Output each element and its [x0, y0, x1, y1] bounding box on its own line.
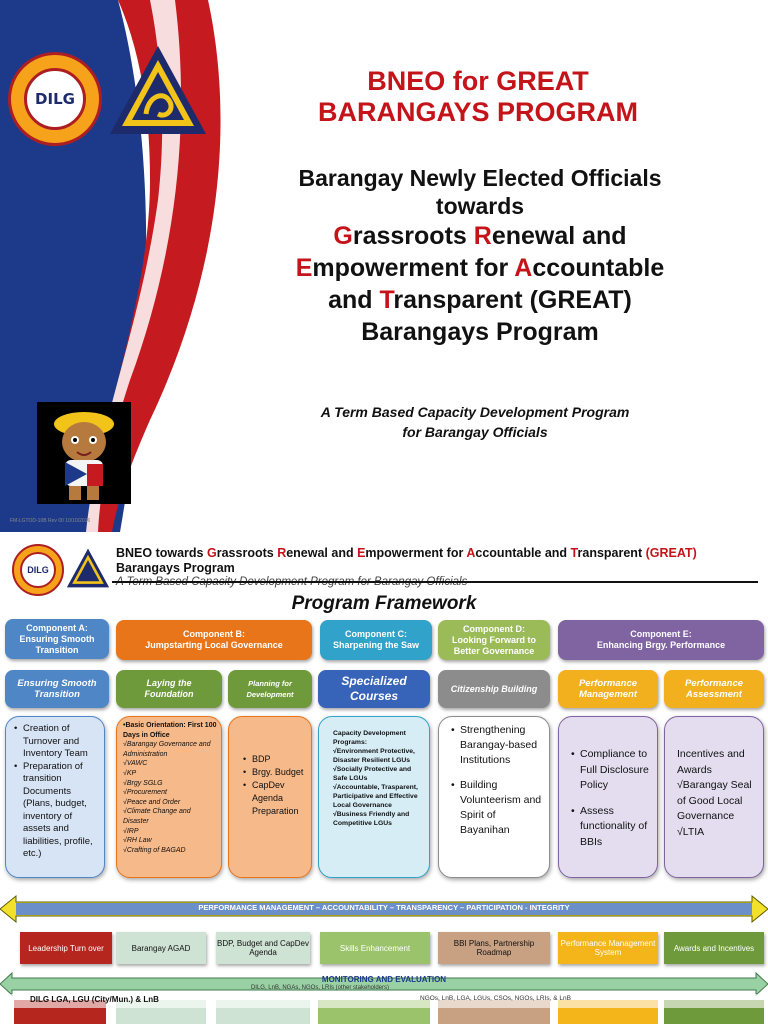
- acronym-text: ransparent (GREAT): [393, 286, 632, 314]
- process-step: Leadership Turn over: [20, 932, 112, 964]
- form-code: FM-LGTOD-10B Rev 00 10/10/2016: [10, 518, 91, 524]
- slide-title: [228, 66, 728, 128]
- tagline-line: A Term Based Capacity Development Program: [320, 404, 630, 420]
- detail-box-component-d: [438, 716, 550, 878]
- program-subtitle: [210, 164, 750, 220]
- component-label: Jumpstarting Local Governance: [145, 640, 283, 650]
- title-line: BNEO for GREAT: [367, 66, 589, 96]
- subcomponent-box: [116, 670, 222, 708]
- detail-heading: Incentives and Awards: [677, 748, 745, 776]
- acronym-text: ccountable: [532, 254, 665, 282]
- detail-item: √Accountable, Trasparent, Participative and Effective Local Governance: [333, 784, 418, 809]
- detail-item: √Socially Protective and Safe LGUs: [333, 766, 412, 782]
- detail-item: √KP: [123, 769, 137, 777]
- stakeholders-left: DILG LGA, LGU (City/Mun.) & LnB: [30, 995, 159, 1004]
- acronym-text: rassroots: [352, 222, 474, 250]
- detail-item: √Peace and Order: [123, 798, 181, 806]
- acronym-text: enewal and: [491, 222, 627, 250]
- process-step: BBI Plans, Partnership Roadmap: [438, 932, 550, 964]
- detail-item: • Strengthening Barangay-based Institutions: [451, 723, 545, 768]
- subtitle-line: towards: [435, 193, 525, 219]
- acronym-initial: G: [207, 546, 217, 560]
- component-box: [116, 620, 312, 660]
- detail-box-performance-management: [558, 716, 658, 878]
- acronym-text: and: [328, 286, 380, 314]
- subcomponent-box: [228, 670, 312, 708]
- component-label: Enhancing Brgy. Performance: [596, 640, 726, 650]
- detail-item: • Preparation of transition Documents (Plans, budget, inventory of assets and liabilities, profile, etc.): [14, 761, 100, 861]
- process-step: Performance Management System: [558, 932, 658, 964]
- detail-item: √Procurement: [123, 789, 167, 797]
- dilg-seal-logo: [8, 52, 102, 146]
- header-text: BNEO towards: [116, 546, 207, 560]
- detail-item: √RH Law: [123, 837, 152, 845]
- acronym-initial: A: [514, 254, 533, 282]
- great-line: [210, 284, 750, 316]
- subcomponent-box: [318, 670, 430, 708]
- title-line: BARANGAYS PROGRAM: [317, 97, 639, 127]
- component-label: Better Governance: [453, 645, 535, 656]
- subcomponent-box: [5, 670, 109, 708]
- stakeholders-right: NGOs, LnB, LGA, LGUs, CSOs, NGOs, LRIs, & LnB: [420, 995, 571, 1002]
- framework-title: Program Framework: [291, 593, 477, 614]
- component-label: Ensuring Smooth: [19, 633, 95, 644]
- detail-item: • Assess functionality of BBIs: [571, 804, 653, 851]
- header-text: ccountable and: [475, 546, 571, 560]
- component-label: Component A:: [26, 622, 88, 633]
- subcomponent-label: Specialized: [341, 674, 407, 688]
- program-tagline: [270, 402, 680, 442]
- detail-item: √IRP: [123, 827, 139, 835]
- header-text: enewal and: [286, 546, 358, 560]
- monitoring-label: MONITORING AND EVALUATION: [321, 975, 447, 984]
- component-label: Component E:: [630, 629, 692, 639]
- detail-box-performance-assessment: [664, 716, 764, 878]
- framework-header: [116, 546, 756, 576]
- acronym-initial: E: [295, 254, 313, 282]
- barangay-mascot-image: [37, 402, 131, 504]
- component-box: [5, 619, 109, 659]
- detail-item: √Business Friendly and Competitive LGUs: [333, 811, 410, 827]
- great-line: [210, 316, 750, 348]
- subcomponent-label: Performance: [684, 678, 744, 689]
- component-label: Component C:: [345, 629, 407, 639]
- tagline-line: for Barangay Officials: [402, 424, 548, 440]
- detail-list: [571, 747, 653, 860]
- lga-triangle-logo: [108, 44, 208, 136]
- subcomponent-label: Courses: [349, 689, 399, 703]
- detail-item: • Brgy. Budget: [243, 766, 307, 779]
- subcomponent-label: Laying the: [146, 678, 192, 688]
- component-box: [320, 620, 432, 660]
- acronym-initial: T: [570, 546, 578, 560]
- detail-item: √Crafting of BAGAD: [123, 846, 186, 854]
- great-acronym-text: [210, 220, 750, 348]
- detail-list: [14, 723, 100, 861]
- great-line: [210, 220, 750, 252]
- subcomponent-label: Management: [578, 689, 638, 700]
- process-step: Skills Enhancement: [320, 932, 430, 964]
- header-text: mpowerment for: [365, 546, 467, 560]
- process-step: BDP, Budget and CapDev Agenda: [216, 932, 310, 964]
- acronym-initial: R: [277, 546, 287, 560]
- acronym-initial: (GREAT): [645, 546, 697, 560]
- detail-heading: Capacity Development Programs:: [333, 730, 406, 746]
- acronym-initial: R: [473, 222, 492, 250]
- process-step: Awards and Incentives: [664, 932, 764, 964]
- detail-box-laying-foundation: [116, 716, 222, 878]
- dilg-logo-text: DILG: [35, 90, 75, 108]
- component-label: Sharpening the Saw: [332, 640, 419, 650]
- dilg-seal-logo: [12, 544, 64, 596]
- subcomponent-label: Development: [246, 690, 294, 699]
- header-divider: [112, 581, 758, 583]
- detail-list: [243, 753, 307, 818]
- detail-list: [451, 723, 545, 848]
- subcomponent-box: [558, 670, 658, 708]
- lga-triangle-logo: [66, 546, 110, 590]
- acronym-initial: A: [466, 546, 476, 560]
- header-text: ransparent: [577, 546, 646, 560]
- subcomponent-label: Planning for: [248, 679, 292, 688]
- detail-item: • Compliance to Full Disclosure Policy: [571, 747, 653, 794]
- detail-item: √VAWC: [123, 760, 148, 768]
- acronym-initial: E: [357, 546, 366, 560]
- header-text: rassroots: [216, 546, 278, 560]
- detail-list: [677, 747, 759, 840]
- subcomponent-box: [664, 670, 764, 708]
- component-label: Component B:: [183, 629, 245, 639]
- detail-item: √LTIA: [677, 825, 705, 838]
- framework-slide: [0, 532, 768, 1024]
- detail-item: √Barangay Governance and Administration: [123, 741, 211, 758]
- component-box: [438, 620, 550, 660]
- subcomponent-label: Foundation: [144, 689, 194, 699]
- dilg-logo-text: DILG: [20, 552, 56, 588]
- detail-item: • BDP: [243, 753, 307, 766]
- detail-item: √Brgy SGLG: [123, 779, 163, 787]
- detail-box-planning: [228, 716, 312, 878]
- detail-item: √Climate Change and Disaster: [123, 808, 191, 825]
- detail-box-component-a: [5, 716, 105, 878]
- process-step: Barangay AGAD: [116, 932, 206, 964]
- header-text: Barangays Program: [116, 561, 235, 575]
- subcomponent-label: Ensuring Smooth: [17, 678, 97, 689]
- acronym-initial: G: [333, 222, 353, 250]
- detail-box-component-c: [318, 716, 430, 878]
- detail-list: [333, 729, 425, 828]
- subcomponent-label: Transition: [34, 689, 80, 700]
- great-line: [210, 252, 750, 284]
- detail-heading: •Basic Orientation: First 100 Days in Office: [123, 722, 217, 739]
- subcomponent-label: Performance: [578, 678, 638, 689]
- component-label: Transition: [35, 644, 79, 655]
- stakeholders-center: DILG, LnB, NGAs, NGOs, LRIs (other stakeholders): [250, 985, 390, 991]
- detail-list: [123, 721, 217, 855]
- component-box: [558, 620, 764, 660]
- detail-item: • CapDev Agenda Preparation: [243, 779, 307, 818]
- acronym-text: Barangays Program: [361, 318, 599, 346]
- acronym-initial: T: [379, 286, 394, 314]
- detail-item: √Environment Protective, Disaster Resilient LGUs: [333, 748, 415, 764]
- values-banner-text: PERFORMANCE MANAGEMENT – ACCOUNTABILITY – TRANSPARENCY – PARTICIPATION - INTEGRITY: [198, 903, 570, 912]
- detail-item: √Barangay Seal of Good Local Governance: [677, 779, 752, 822]
- detail-item: • Creation of Turnover and Inventory Team: [14, 723, 100, 761]
- acronym-text: mpowerment for: [312, 254, 515, 282]
- subcomponent-label: Citizenship Building: [450, 683, 538, 694]
- component-label: Component D:: [463, 623, 525, 634]
- component-label: Looking Forward to: [452, 634, 536, 645]
- subtitle-line: Barangay Newly Elected Officials: [298, 165, 662, 191]
- subcomponent-label: Assessment: [686, 689, 742, 700]
- subcomponent-box: [438, 670, 550, 708]
- detail-item: • Building Volunteerism and Spirit of Bayanihan: [451, 778, 545, 838]
